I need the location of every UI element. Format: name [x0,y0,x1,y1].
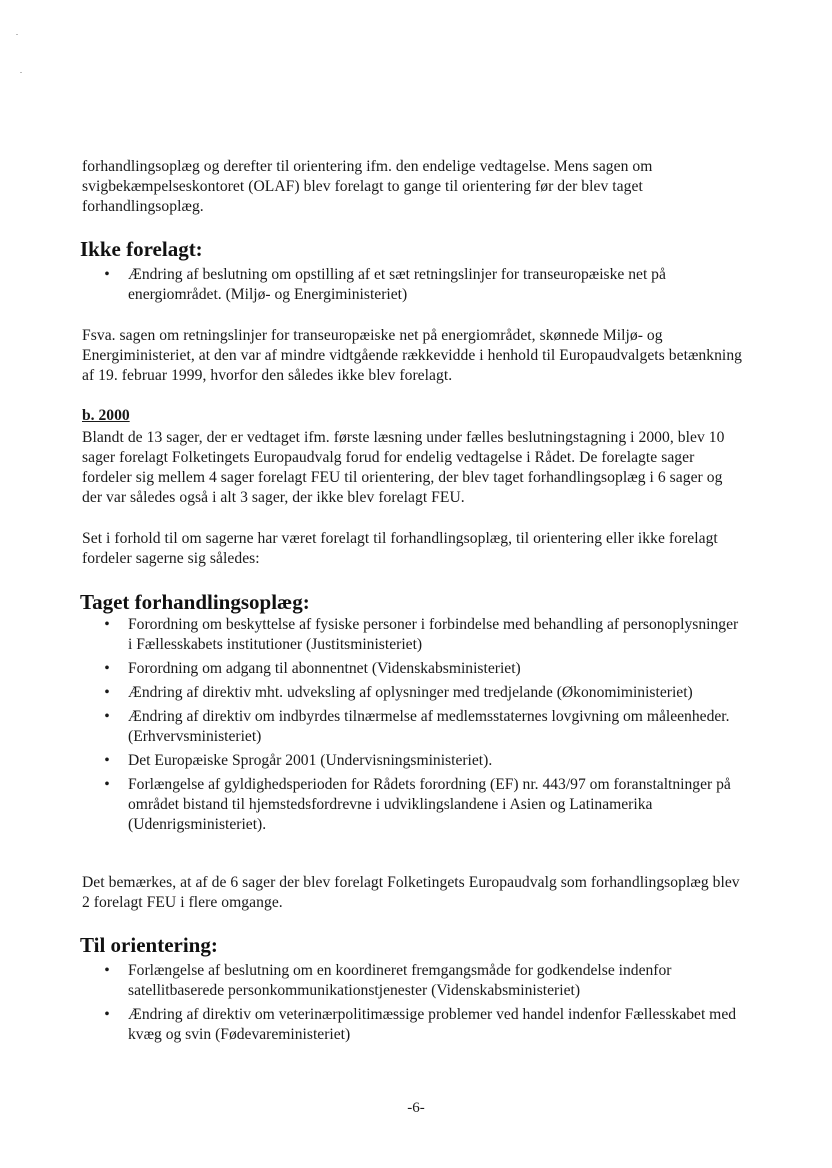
list-taget-forhandlingsoplaeg [100,615,740,839]
bullet-icon: • [104,1006,110,1023]
list-item [100,775,740,835]
bullet-icon: • [104,684,110,701]
heading-ikke-forelagt: Ikke forelagt: [80,237,203,261]
bullet-icon: • [104,962,110,979]
list-til-orientering [100,961,740,1049]
list-item-text: Ændring af beslutning om opstilling af et sæt retningslinjer for transeuropæiske net på energiområdet. (Miljø- og Energiministeriet) [128,266,666,303]
paragraph-2000: Blandt de 13 sager, der er vedtaget ifm. første læsning under fælles beslutningstagning i 2000, blev 10 sager forelagt Folketingets Europaudvalg forud for endelig vedtagelse i Rådet. De forelagte sager fordeler sig mellem 4 sager forelagt FEU til orientering, der blev taget forhandlingsoplæg i 6 sager og der var således også i alt 3 sager, der ikke blev forelagt FEU. [82,429,725,506]
list-item [100,751,740,771]
list-item-text: Ændring af direktiv mht. udveksling af oplysninger med tredjelande (Økonomiministeriet) [128,684,693,701]
page-number: -6- [407,1100,425,1116]
bullet-icon: • [104,266,110,283]
bullet-icon: • [104,660,110,677]
list-item-text: Forordning om beskyttelse af fysiske personer i forbindelse med behandling af personoplysninger i Fællesskabets institutioner (Justitsministeriet) [128,616,739,653]
list-item-text: Ændring af direktiv om indbyrdes tilnærmelse af medlemsstaternes lovgivning om måleenheder. (Erhvervsministeriet) [128,708,730,745]
list-item-text: Forordning om adgang til abonnentnet (Videnskabsministeriet) [128,660,521,677]
bullet-icon: • [104,776,110,793]
scan-speck [16,34,18,35]
intro-paragraph: forhandlingsoplæg og derefter til orientering ifm. den endelige vedtagelse. Mens sagen om svigbekæmpelseskontoret (OLAF) blev forelagt to gange til orientering før der blev taget forhandlingsoplæg. [82,158,653,215]
list-item [100,265,740,305]
distribution-paragraph: Set i forhold til om sagerne har været forelagt til forhandlingsoplæg, til orientering eller ikke forelagt fordeler sagerne sig således: [82,530,718,567]
heading-taget-forhandlingsoplaeg: Taget forhandlingsoplæg: [80,590,310,614]
list-item [100,615,740,655]
bullet-icon: • [104,752,110,769]
heading-til-orientering: Til orientering: [80,933,218,957]
list-item [100,659,740,679]
list-item-text: Forlængelse af gyldighedsperioden for Rådets forordning (EF) nr. 443/97 om foranstaltninger på området bistand til hjemstedsfordrevne i udviklingslandene i Asien og Latinamerika (Udenrigsministeriet). [128,776,731,833]
list-item [100,961,740,1001]
note-paragraph: Det bemærkes, at af de 6 sager der blev forelagt Folketingets Europaudvalg som forhandlingsoplæg blev 2 forelagt FEU i flere omgange. [82,874,740,911]
list-item-text: Forlængelse af beslutning om en koordineret fremgangsmåde for godkendelse indenfor satellitbaserede personkommunikationstjenester (Videnskabsministeriet) [128,962,672,999]
list-item-text: Det Europæiske Sprogår 2001 (Undervisningsministeriet). [128,752,493,769]
list-item [100,1005,740,1045]
list-item-text: Ændring af direktiv om veterinærpolitimæssige problemer ved handel indenfor Fællesskabet med kvæg og svin (Fødevareministeriet) [128,1006,737,1043]
subheading-2000: b. 2000 [82,407,130,424]
bullet-icon: • [104,616,110,633]
bullet-icon: • [104,708,110,725]
scan-speck [20,72,22,73]
list-item [100,707,740,747]
fsva-paragraph: Fsva. sagen om retningslinjer for transeuropæiske net på energiområdet, skønnede Miljø- og Energiministeriet, at den var af mindre vidtgående rækkevidde i henhold til Europaudvalgets betænkning af 19. februar 1999, hvorfor den således ikke blev forelagt. [82,327,743,384]
list-ikke-forelagt [100,265,740,309]
list-item [100,683,740,703]
